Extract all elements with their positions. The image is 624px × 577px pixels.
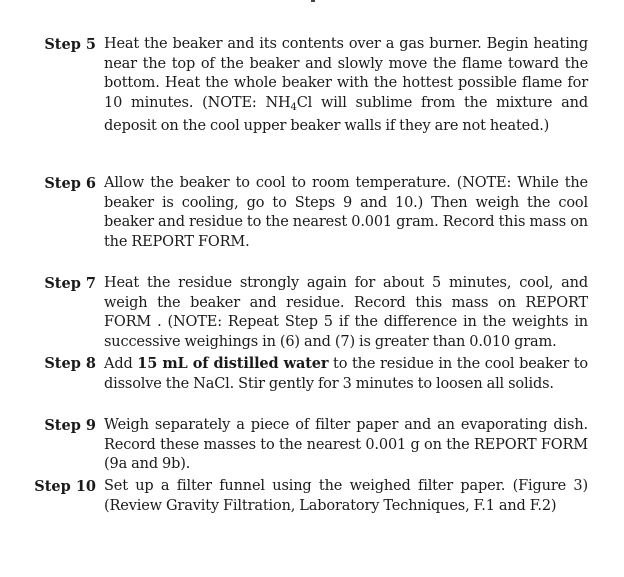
- text-run: Heat the residue strongly again for about 5 minutes, cool, and weigh the beaker and residue. Record this mass on REPORT FORM . (NOTE: Repeat Step 5 if the difference in the weights in successive weighings in (6) and (7) is greater than 0.010 gram.: [104, 275, 588, 350]
- text-run: to the residue in the cool beaker to dissolve the NaCl. Stir gently for 3 minutes to loosen all solids.: [104, 356, 588, 392]
- step-label: Step 5: [44, 36, 96, 53]
- text-run: Heat the beaker and its contents over a gas burner. Begin heating near the top of the beaker and slowly move the flame toward the bottom. Heat the whole beaker with the hottest possible flame for 10 minutes. (NOTE: NH: [104, 36, 588, 111]
- text-run: Weigh separately a piece of filter paper and an evaporating dish. Record these masses to the nearest 0.001 g on the REPORT FORM (9a and 9b).: [104, 417, 588, 472]
- text-run: Allow the beaker to cool to room temperature. (NOTE: While the beaker is cooling, go to Steps 9 and 10.) Then weigh the cool beaker and residue to the nearest 0.001 gram. Record this mass on the REPORT FORM.: [104, 175, 588, 250]
- step-text: [104, 274, 588, 352]
- text-run: Set up a filter funnel using the weighed filter paper. (Figure 3) (Review Gravity Filtration, Laboratory Techniques, F.1 and F.2): [104, 478, 588, 514]
- text-run: Add: [104, 356, 138, 372]
- step-text: [104, 174, 588, 252]
- step-text: [104, 477, 588, 516]
- step-label: Step 7: [44, 275, 96, 292]
- step-label: Step 10: [34, 478, 96, 495]
- page-top-mark: [311, 0, 315, 2]
- text-run: Cl will sublime from the mixture and deposit on the cool upper beaker walls if they are not heated.): [104, 94, 588, 134]
- step-text: [104, 354, 588, 394]
- step-label: Step 6: [44, 175, 96, 192]
- step-label: Step 9: [44, 417, 96, 434]
- emphasis: 15 mL of distilled water: [137, 355, 329, 372]
- step-text: [104, 416, 588, 475]
- step-text: [104, 35, 588, 137]
- step-label: Step 8: [44, 355, 96, 372]
- subscript: 4: [290, 101, 297, 113]
